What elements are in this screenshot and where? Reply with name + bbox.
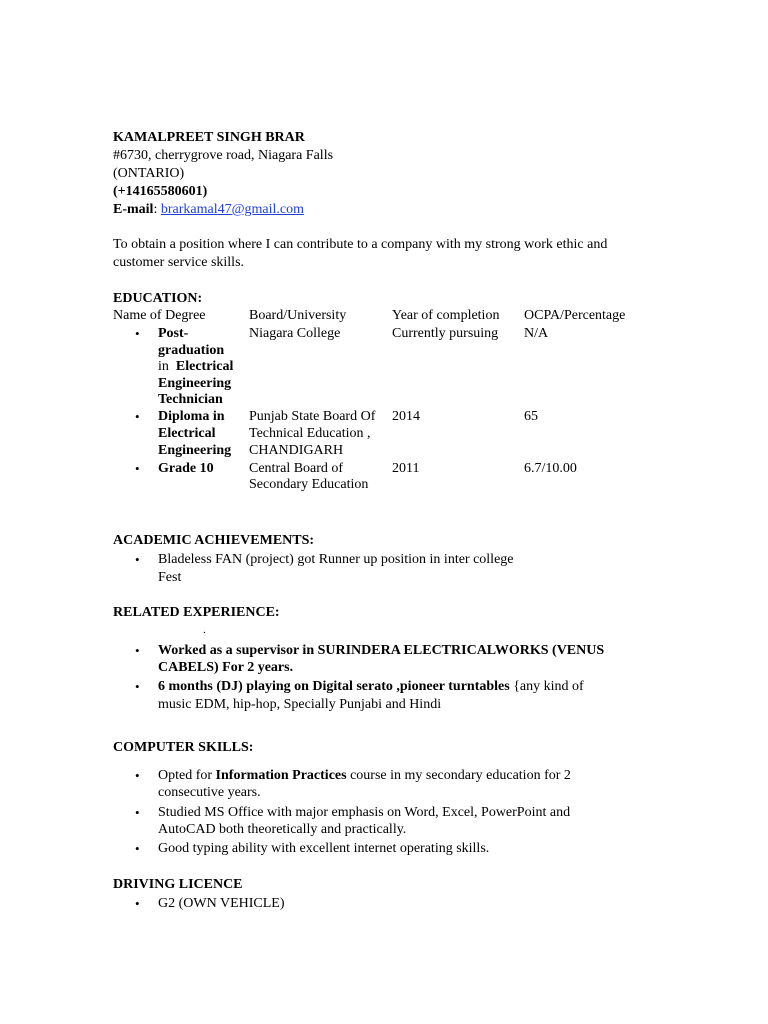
email-line [113,201,304,218]
skill-2-line-2: AutoCAD both theoretically and practically. [158,822,407,837]
degree-1-in: in [158,359,169,374]
board-2-line-3: CHANDIGARH [249,443,344,458]
board-2-line-2: Technical Education , [249,426,371,441]
driving-heading: DRIVING LICENCE [113,877,243,892]
skill-1-bold: Information Practices [215,768,347,783]
bullet-icon: • [135,552,140,567]
bullet-icon: • [135,896,140,911]
bullet-icon: • [135,409,140,424]
address-line-1: #6730, cherrygrove road, Niagara Falls [113,148,334,163]
year-3: 2011 [392,461,420,476]
column-header-board: Board/University [249,308,347,323]
experience-1-line-2: CABELS) For 2 years. [158,660,294,675]
phone-number: (+14165580601) [113,184,208,199]
degree-2-line-2: Electrical [158,426,216,441]
bullet-icon: • [135,841,140,856]
experience-2-line-2: music EDM, hip-hop, Specially Punjabi and Hindi [158,697,442,712]
achievement-1-line-1: Bladeless FAN (project) got Runner up position in inter college [158,552,514,567]
experience-2-bold: 6 months (DJ) playing on Digital serato ,pioneer turntables [158,679,510,694]
objective-line-2: customer service skills. [113,255,245,270]
degree-1-line-4: Engineering [158,376,232,391]
bullet-icon: • [135,643,140,658]
email-label: E-mail [113,202,154,217]
board-1: Niagara College [249,326,341,341]
bullet-icon: • [135,768,140,783]
score-2: 65 [524,409,538,424]
degree-2-line-3: Engineering [158,443,232,458]
year-2: 2014 [392,409,420,424]
degree-1-line-5: Technician [158,392,223,407]
bullet-icon: • [135,805,140,820]
score-3: 6.7/10.00 [524,461,577,476]
driving-item-1: G2 (OWN VEHICLE) [158,896,285,911]
stray-dot: . [203,624,206,636]
board-3-line-2: Secondary Education [249,477,369,492]
objective-line-1: To obtain a position where I can contribute to a company with my strong work ethic and [113,237,608,252]
degree-1-line-3 [158,358,233,375]
degree-3-line-1: Grade 10 [158,461,214,476]
email-link[interactable]: brarkamal47@gmail.com [160,202,304,217]
skill-1-line-1 [158,767,571,784]
education-heading: EDUCATION: [113,291,203,306]
experience-2-line-1 [158,678,584,695]
board-2-line-1: Punjab State Board Of [249,409,376,424]
skill-1-line-2: consecutive years. [158,785,261,800]
achievements-heading: ACADEMIC ACHIEVEMENTS: [113,533,315,548]
score-1: N/A [524,326,549,341]
experience-heading: RELATED EXPERIENCE: [113,605,280,620]
skill-2-line-1: Studied MS Office with major emphasis on Word, Excel, PowerPoint and [158,805,571,820]
achievement-1-line-2: Fest [158,570,182,585]
computer-skills-heading: COMPUTER SKILLS: [113,740,254,755]
bullet-icon: • [135,326,140,341]
skill-3-line-1: Good typing ability with excellent internet operating skills. [158,841,490,856]
board-3-line-1: Central Board of [249,461,344,476]
experience-2-normal: {any kind of [509,679,584,694]
year-1: Currently pursuing [392,326,499,341]
experience-1-line-1: Worked as a supervisor in SURINDERA ELECTRICALWORKS (VENUS [158,643,605,658]
bullet-icon: • [135,461,140,476]
degree-1-line-2: graduation [158,343,225,358]
degree-1-field: Electrical [175,359,234,374]
address-line-2: (ONTARIO) [113,166,185,181]
column-header-score: OCPA/Percentage [524,308,626,323]
applicant-name: KAMALPREET SINGH BRAR [113,130,305,145]
degree-2-line-1: Diploma in [158,409,225,424]
column-header-year: Year of completion [392,308,500,323]
email-separator: : [153,202,161,217]
skill-1-post: course in my secondary education for 2 [346,768,571,783]
degree-1-line-1: Post- [158,326,189,341]
skill-1-pre: Opted for [158,768,216,783]
bullet-icon: • [135,679,140,694]
column-header-degree: Name of Degree [113,308,206,323]
